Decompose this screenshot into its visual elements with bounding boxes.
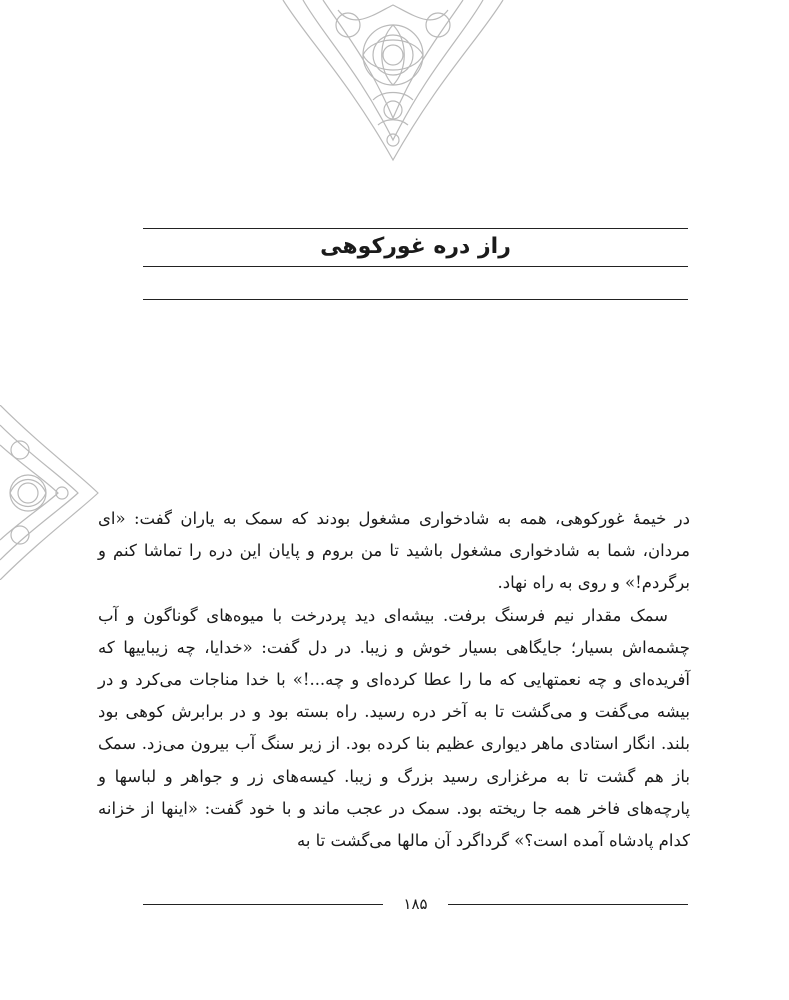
arabesque-medallion-icon	[278, 0, 508, 165]
paragraph-1: در خیمهٔ غورکوهی، همه به شادخواری مشغول بودند که سمک به یاران گفت: «ای مردان، شما به شادخواری مشغول باشید تا من بروم و پایان این دره را تماشا کنم و برگردم!» و روی به راه نهاد.	[98, 509, 690, 593]
chapter-body	[98, 503, 690, 857]
title-rule-top	[143, 228, 688, 229]
chapter-title-block	[143, 228, 688, 303]
title-rule-middle	[143, 266, 688, 267]
page-footer	[143, 893, 688, 917]
page-number: ۱۸۵	[403, 895, 428, 913]
title-rule-bottom	[143, 299, 688, 300]
paragraph-2: سمک مقدار نیم فرسنگ برفت. بیشه‌ای دید پردرخت با میوه‌های گوناگون و آب چشمه‌اش بسیار؛ جایگاهی بسیار خوش و زیبا. در دل گفت: «خدایا، چه زیباییها که آفریده‌ای و چه نعمتهایی که ما را عطا کرده‌ای و چه...!» با خدا مناجات می‌کرد و در بیشه می‌گفت و می‌گشت تا به آخر دره رسید. راه بسته بود و در برابرش کوهی بود بلند. انگار استادی ماهر دیواری عظیم بنا کرده بود. از زیر سنگ آب بیرون می‌زد. سمک باز هم گشت تا به مرغزاری رسید بزرگ و زیبا. کیسه‌های زر و جواهر و لباسها و پارچه‌های فاخر همه جا ریخته بود. سمک در عجب ماند و با خود گفت: «اینها از خزانه کدام پادشاه آمده است؟» گرداگرد آن مالها می‌گشت تا به	[98, 605, 690, 851]
chapter-title: راز دره غورکوهی	[320, 234, 511, 259]
arabesque-corner-icon	[0, 405, 100, 580]
footer-rule-right	[448, 904, 688, 905]
